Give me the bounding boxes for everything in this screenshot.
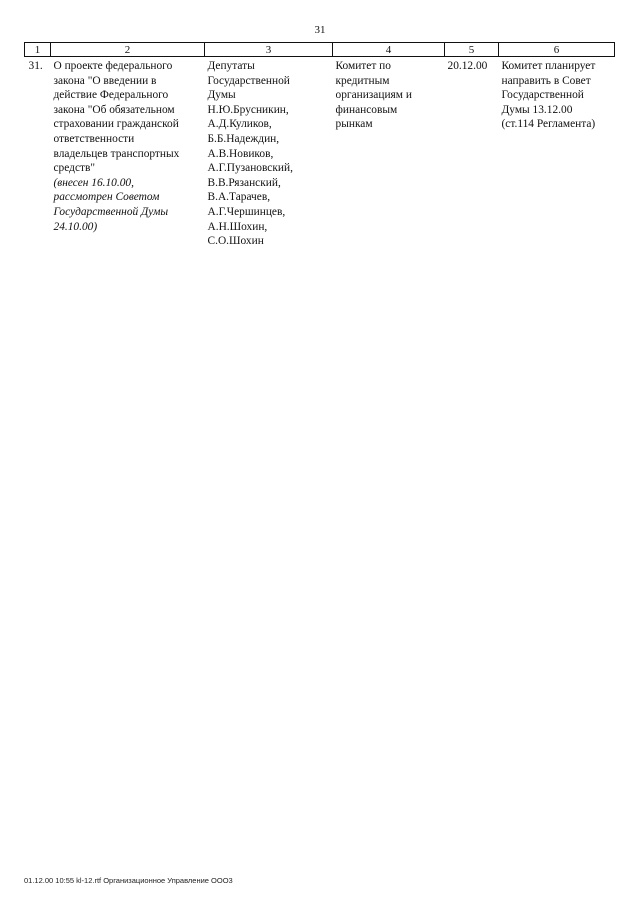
bill-title-line: владельцев транспортных — [53, 147, 180, 160]
column-header-4: 4 — [333, 43, 445, 57]
bill-title-cell — [51, 57, 205, 249]
bill-title-line: закона "Об обязательном — [53, 103, 175, 116]
row-number: 31. — [28, 60, 43, 72]
bill-note-line: рассмотрен Советом — [53, 191, 160, 204]
bill-title-line: страховании гражданской — [53, 118, 179, 131]
page-number: 31 — [314, 24, 326, 36]
committee-line: кредитным — [335, 74, 390, 87]
column-header-2: 2 — [51, 43, 205, 57]
authors-line: Депутаты — [207, 60, 255, 72]
committee-line: финансовым — [335, 103, 398, 116]
table-row — [25, 57, 615, 249]
bill-title-line: ответственности — [53, 132, 135, 145]
plan-line: Комитет планирует — [501, 60, 596, 72]
plan-line: Думы 13.12.00 — [501, 103, 573, 116]
authors-cell — [205, 57, 333, 249]
column-header-6: 6 — [499, 43, 615, 57]
authors-line: А.Г.Пузановский, — [207, 162, 293, 175]
page-footer: 01.12.00 10:55 kl-12.rtf Организационное Управление ООО3 — [24, 876, 233, 885]
bills-table — [24, 42, 615, 249]
plan-line: (ст.114 Регламента) — [501, 118, 596, 131]
plan-line: Государственной — [501, 89, 584, 102]
authors-line: А.Д.Куликов, — [207, 118, 272, 131]
committee-line: организациям и — [335, 89, 412, 102]
authors-line: Думы — [207, 89, 236, 102]
bill-note-line: (внесен 16.10.00, — [53, 176, 134, 189]
plan-cell — [499, 57, 615, 249]
date-cell: 20.12.00 — [447, 60, 488, 72]
authors-line: В.В.Рязанский, — [207, 176, 281, 189]
authors-line: А.Н.Шохин, — [207, 220, 268, 233]
plan-line: направить в Совет — [501, 74, 591, 87]
authors-line: Б.Б.Надеждин, — [207, 132, 280, 145]
authors-line: Государственной — [207, 74, 290, 87]
authors-line: С.О.Шохин — [207, 235, 264, 248]
column-header-3: 3 — [205, 43, 333, 57]
authors-line: А.В.Новиков, — [207, 147, 274, 160]
column-header-1: 1 — [25, 43, 51, 57]
table-header-row — [25, 43, 615, 57]
committee-line: рынкам — [335, 118, 373, 131]
committee-line: Комитет по — [335, 60, 391, 72]
bill-title-line: закона "О введении в — [53, 74, 157, 87]
authors-line: Н.Ю.Брусникин, — [207, 103, 289, 116]
bill-title-line: средств" — [53, 162, 96, 175]
bill-note-line: 24.10.00) — [53, 220, 98, 233]
bill-title-line: О проекте федерального — [53, 60, 173, 72]
committee-cell — [333, 57, 445, 249]
bill-note-line: Государственной Думы — [53, 205, 169, 218]
bill-title-line: действие Федерального — [53, 89, 169, 102]
column-header-5: 5 — [445, 43, 499, 57]
authors-line: А.Г.Чершинцев, — [207, 205, 286, 218]
authors-line: В.А.Тарачев, — [207, 191, 271, 204]
